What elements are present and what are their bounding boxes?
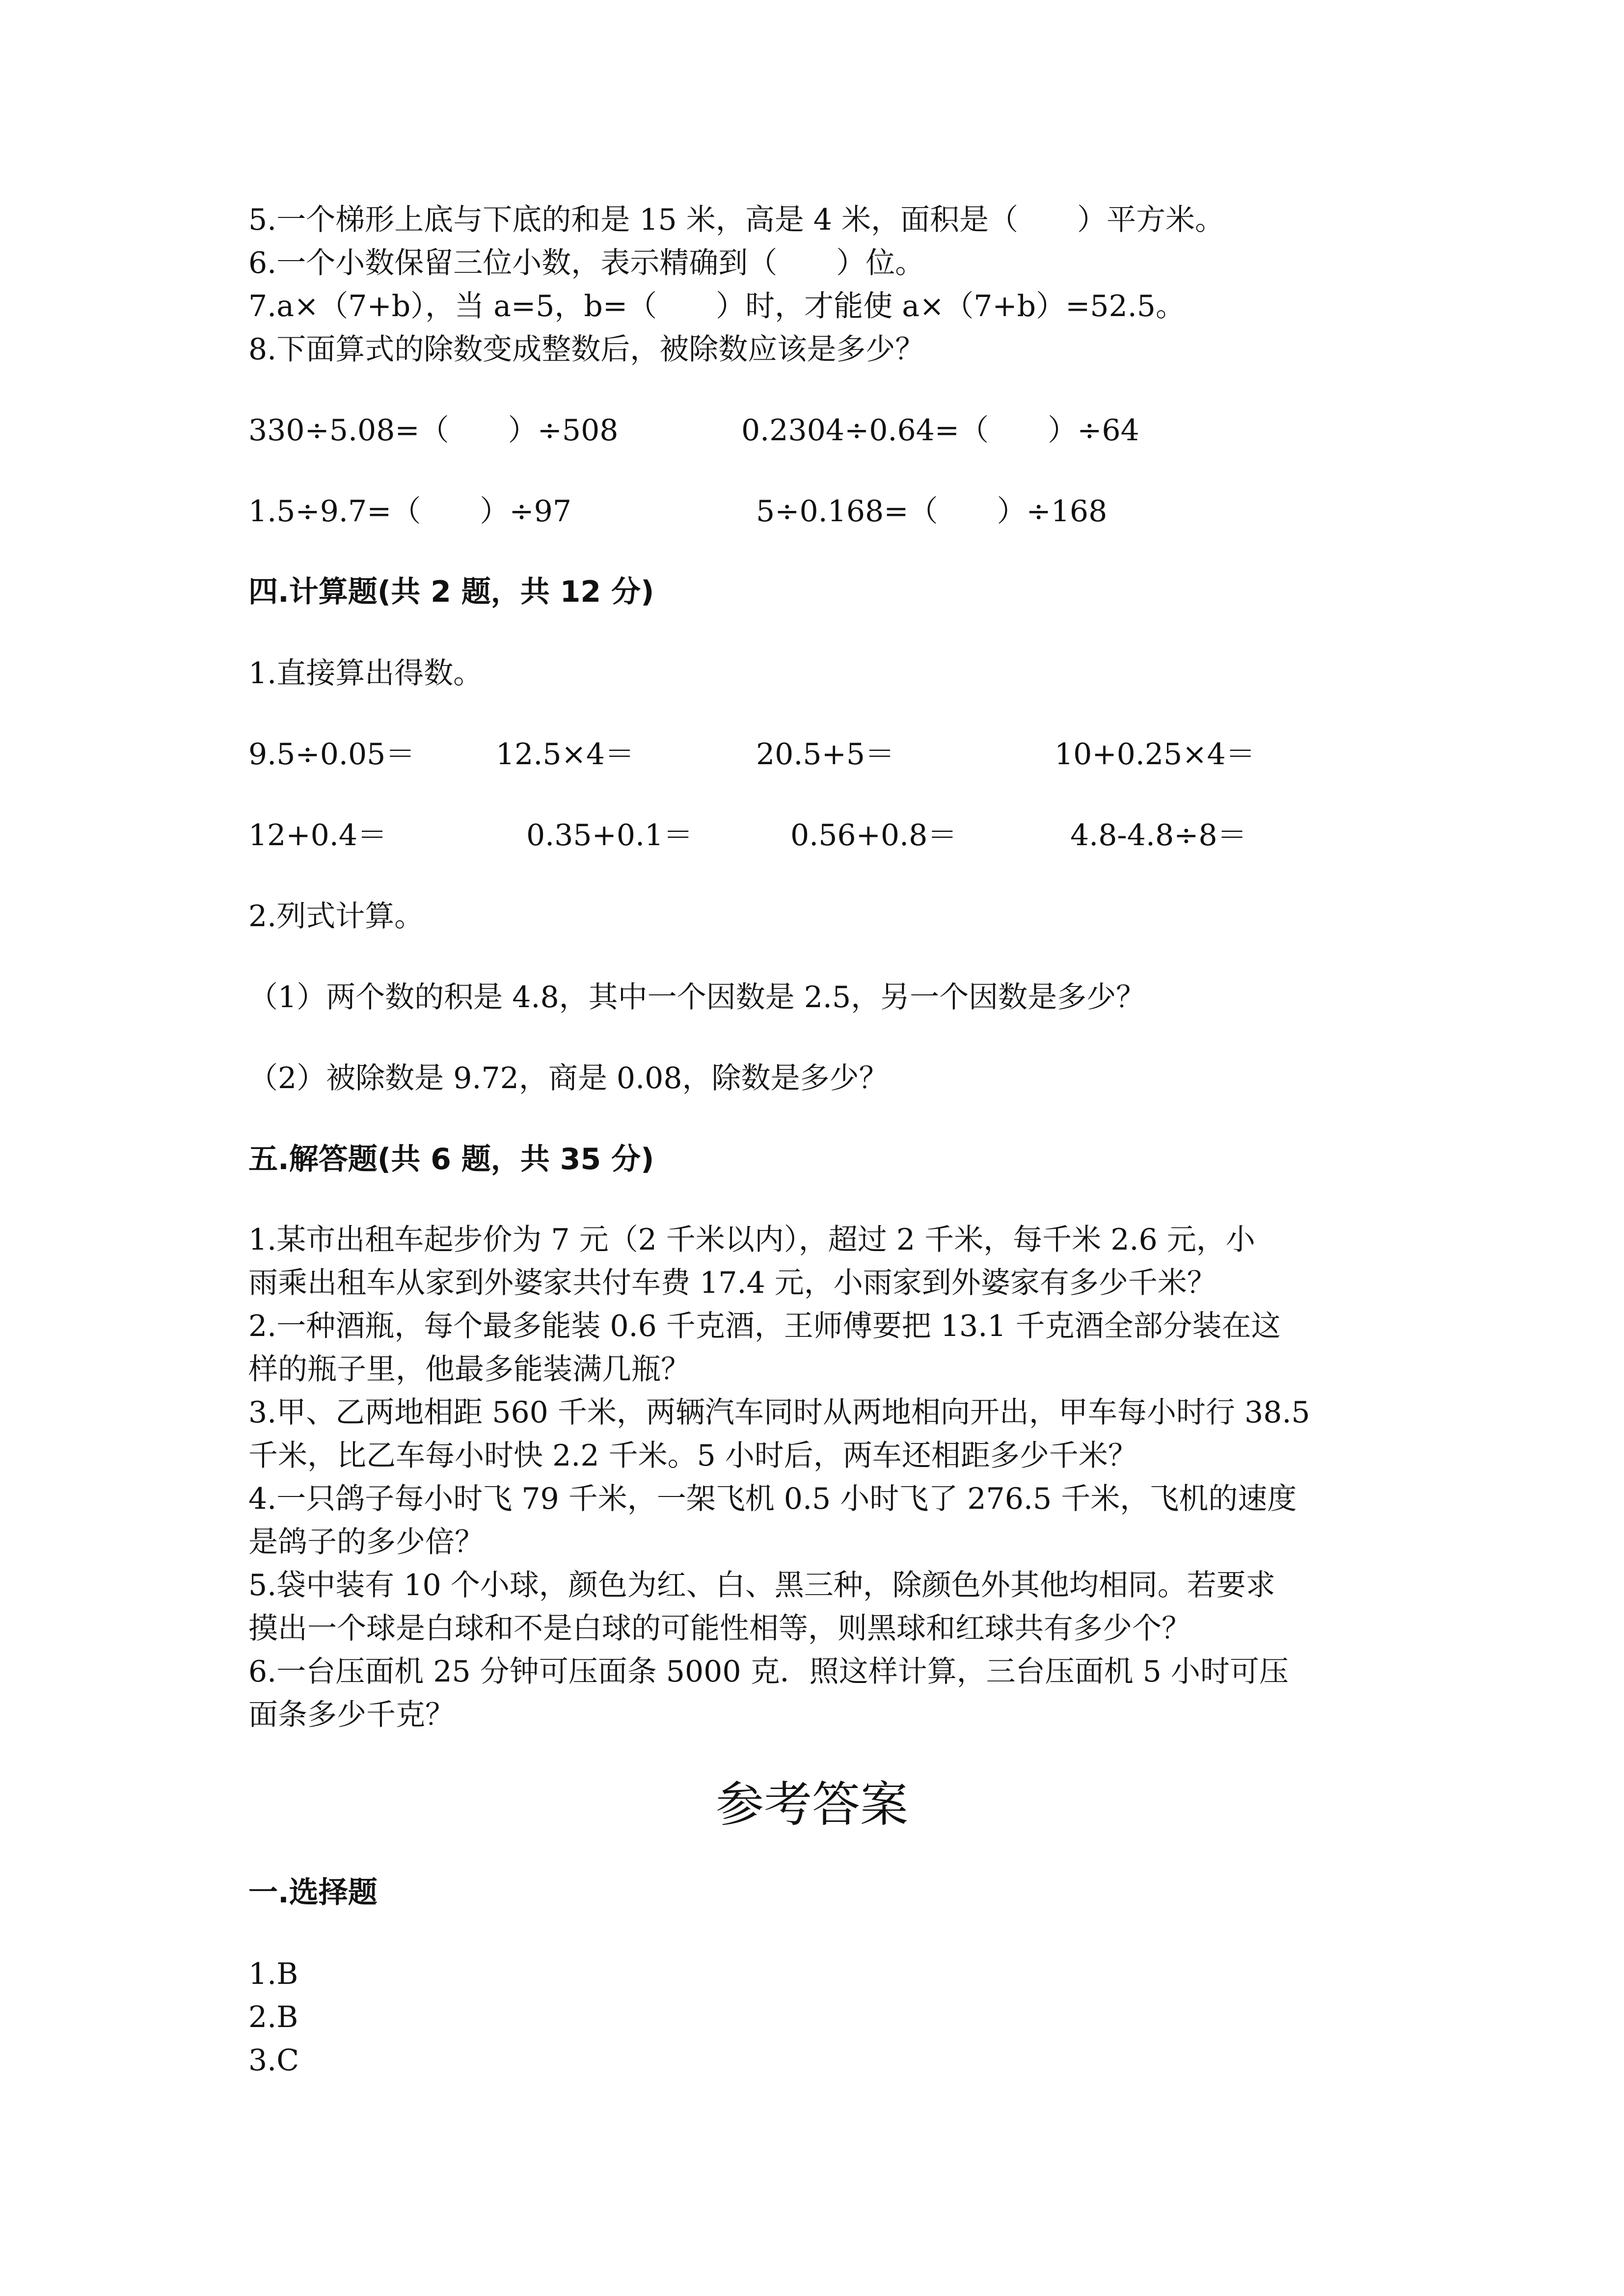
calc-item-3: 20.5+5＝	[756, 737, 895, 772]
answer-item: 1.B	[248, 1957, 298, 1991]
calc-item-2: 12.5×4＝	[496, 737, 635, 772]
section-5-heading: 五.解答题(共 6 题，共 35 分)	[248, 1142, 654, 1176]
question-4-2: 2.列式计算。	[248, 899, 424, 934]
section-5-line: 2.一种酒瓶，每个最多能装 0.6 千克酒，王师傅要把 13.1 千克酒全部分装在这	[248, 1309, 1281, 1343]
calc-item-5: 12+0.4＝	[248, 818, 387, 853]
question-3-5: 5.一个梯形上底与下底的和是 15 米，高是 4 米，面积是（ ）平方米。	[248, 203, 1225, 237]
section-5-line: 千米，比乙车每小时快 2.2 千米。5 小时后，两车还相距多少千米？	[248, 1439, 1137, 1473]
section-5-line: 3.甲、乙两地相距 560 千米，两辆汽车同时从两地相向开出，甲车每小时行 38.5	[248, 1395, 1310, 1430]
q8-item-3: 1.5÷9.7=（ ）÷97	[248, 494, 572, 529]
answer-item: 3.C	[248, 2043, 299, 2078]
calc-item-1: 9.5÷0.05＝	[248, 737, 415, 772]
q8-item-1: 330÷5.08=（ ）÷508	[248, 413, 619, 448]
answer-section-1-heading: 一.选择题	[248, 1875, 378, 1910]
section-5-line: 雨乘出租车从家到外婆家共付车费 17.4 元，小雨家到外婆家有多少千米？	[248, 1266, 1217, 1300]
section-5-line: 6.一台压面机 25 分钟可压面条 5000 克．照这样计算，三台压面机 5 小时可压	[248, 1655, 1289, 1689]
section-5-line: 1.某市出租车起步价为 7 元（2 千米以内），超过 2 千米，每千米 2.6 元，小	[248, 1223, 1255, 1257]
section-5-line: 摸出一个球是白球和不是白球的可能性相等，则黑球和红球共有多少个？	[248, 1611, 1191, 1646]
section-4-heading: 四.计算题(共 2 题，共 12 分)	[248, 575, 654, 609]
question-4-2-part-1: （1）两个数的积是 4.8，其中一个因数是 2.5，另一个因数是多少？	[248, 980, 1146, 1015]
calc-item-6: 0.35+0.1＝	[526, 818, 693, 853]
answer-key-title: 参考答案	[715, 1777, 908, 1833]
question-3-7: 7.a×（7+b），当 a=5，b=（ ）时，才能使 a×（7+b）=52.5。	[248, 289, 1185, 323]
calc-item-8: 4.8-4.8÷8＝	[1070, 818, 1247, 853]
question-3-8: 8.下面算式的除数变成整数后，被除数应该是多少？	[248, 332, 925, 367]
question-4-2-part-2: （2）被除数是 9.72，商是 0.08，除数是多少？	[248, 1061, 889, 1095]
section-5-line: 4.一只鸽子每小时飞 79 千米，一架飞机 0.5 小时飞了 276.5 千米，飞机的速度	[248, 1482, 1297, 1516]
answer-item: 2.B	[248, 2000, 298, 2034]
section-5-line: 是鸽子的多少倍？	[248, 1525, 484, 1559]
section-5-line: 样的瓶子里，他最多能装满几瓶？	[248, 1352, 690, 1387]
section-5-line: 5.袋中装有 10 个小球，颜色为红、白、黑三种，除颜色外其他均相同。若要求	[248, 1568, 1275, 1602]
q8-item-4: 5÷0.168=（ ）÷168	[756, 494, 1108, 529]
q8-item-2: 0.2304÷0.64=（ ）÷64	[741, 413, 1139, 448]
calc-item-4: 10+0.25×4＝	[1055, 737, 1255, 772]
section-5-line: 面条多少千克？	[248, 1698, 455, 1732]
question-4-1: 1.直接算出得数。	[248, 656, 483, 691]
question-3-6: 6.一个小数保留三位小数，表示精确到（ ）位。	[248, 246, 925, 280]
calc-item-7: 0.56+0.8＝	[790, 818, 957, 853]
